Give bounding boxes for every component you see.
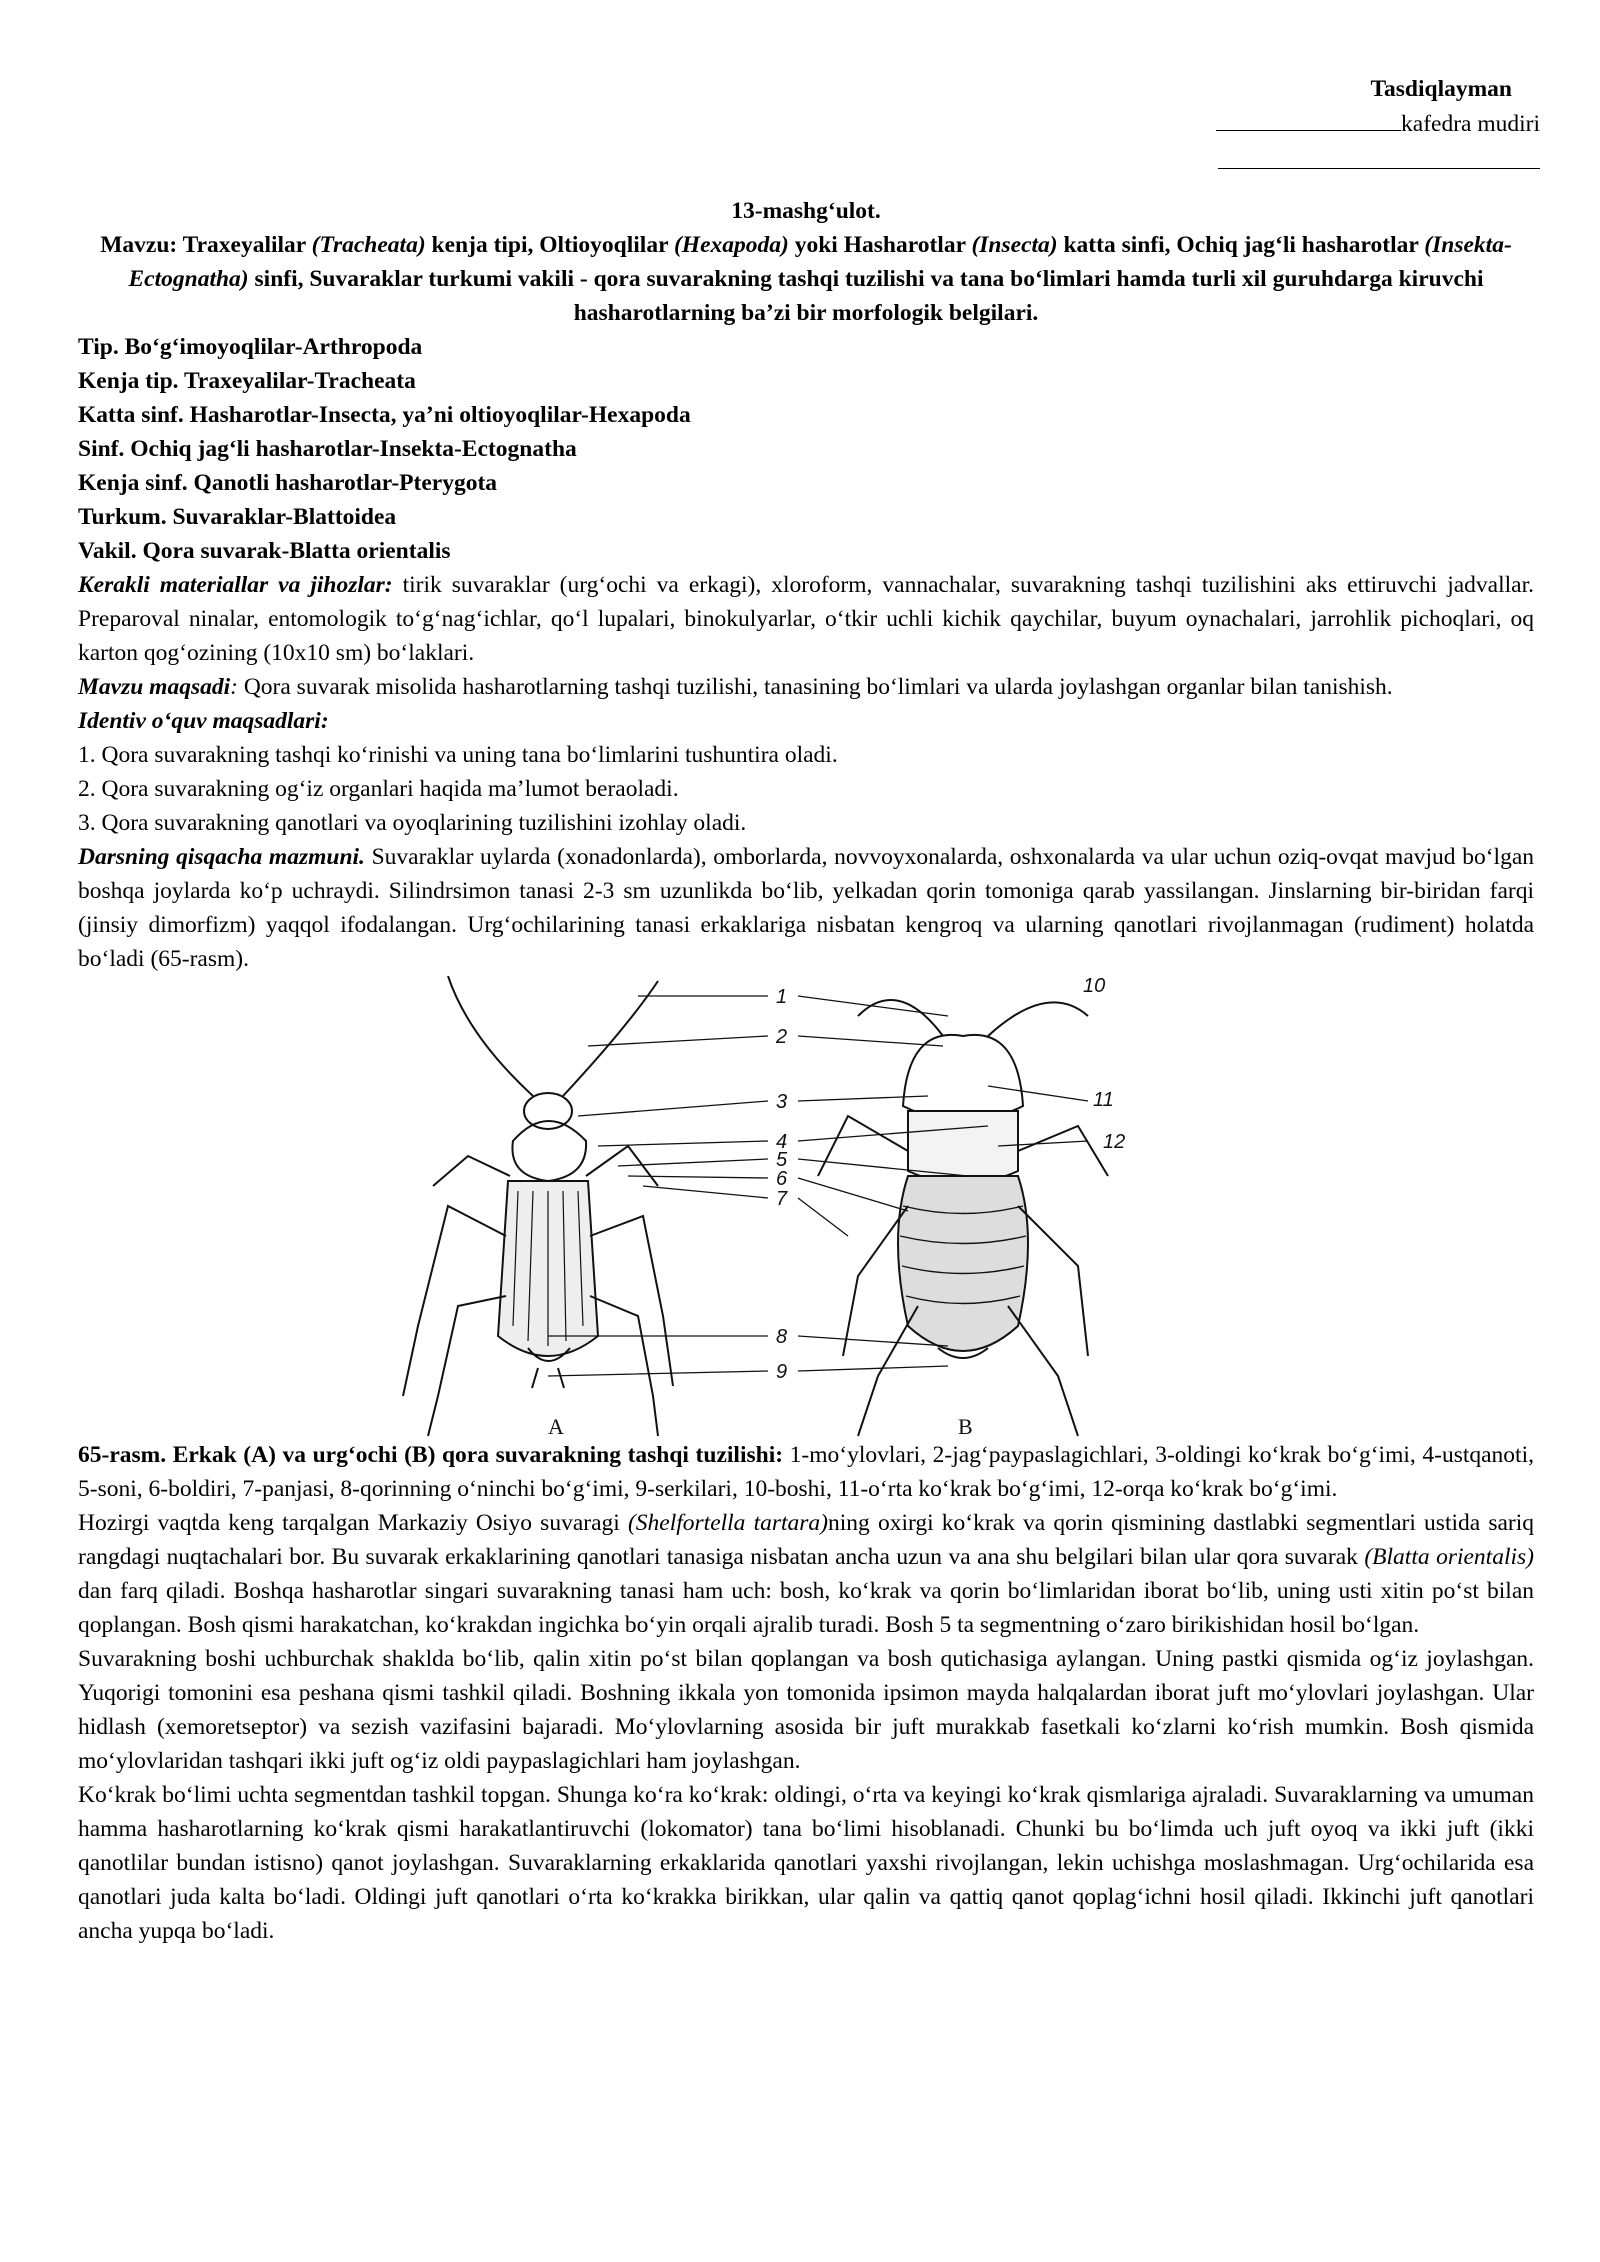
- paragraph-2: Suvarakning boshi uchburchak shaklda bo‘lib, qalin xitin po‘st bilan qoplangan va bosh qutichasiga aylangan. Uning pastki qismida og‘iz joylashgan. Yuqorigi tomonini esa peshana qismi tashkil qiladi. Boshning ikkala yon tomonida ipsimon mayda halqalardan iborat juft mo‘ylovlari joylashgan. Ular hidlash (xemoretseptor) va sezish vazifasini bajaradi. Mo‘ylovlarning asosida bir juft murakkab fasetkali ko‘zlarni ko‘rish mumkin. Bosh qismida mo‘ylovlaridan tashqari ikki juft og‘iz oldi paypaslagichlari ham joylashgan.: [78, 1646, 1534, 1774]
- taxonomy-item: Kenja tip. Traxeyalilar-Tracheata: [78, 368, 416, 394]
- objectives-label: Identiv o‘quv maqsadlari:: [78, 708, 329, 734]
- summary-label: Darsning qisqacha mazmuni.: [78, 844, 365, 870]
- callout-9: 9: [776, 1361, 788, 1383]
- callout-5: 5: [776, 1149, 788, 1171]
- callout-12: 12: [1103, 1131, 1126, 1153]
- para-text: dan farq qiladi. Boshqa hasharotlar singari suvarakning tanasi ham uch: bosh, ko‘krak va qorin bo‘limlaridan iborat bo‘lib, uning usti xitin po‘st bilan qoplangan. Bosh qismi harakatchan, ko‘krakdan ingichka bo‘yin orqali ajralib turadi. Bosh 5 ta segmentning o‘zaro birikishidan hosil bo‘lgan.: [78, 1578, 1534, 1638]
- caption-text: 1-mo‘ylovlari, 2-jag‘paypaslagichlari, 3-oldingi ko‘krak bo‘g‘imi, 4-ustqanoti, 5-soni, 6-boldiri, 7-panjasi, 8-qorinning o‘ninchi bo‘g‘imi, 9-serkilari, 10-boshi, 11-o‘rta ko‘krak bo‘g‘imi, 12-orqa ko‘krak bo‘g‘imi.: [78, 1442, 1534, 1502]
- materials-paragraph: [78, 568, 1534, 670]
- topic-latin: (Hexapoda): [673, 232, 789, 258]
- document-body: [78, 194, 1534, 1948]
- paragraph-1: [78, 1506, 1534, 1642]
- topic-latin: (Insekta-Ectognatha): [128, 232, 1512, 292]
- callout-10: 10: [1083, 976, 1106, 997]
- taxonomy-item: Turkum. Suvaraklar-Blattoidea: [78, 504, 397, 530]
- figure-label-b: B: [958, 1414, 973, 1438]
- topic-text: yoki Hasharotlar: [788, 232, 972, 258]
- objective-item: 3. Qora suvarakning qanotlari va oyoqlarining tuzilishini izohlay oladi.: [78, 810, 747, 836]
- lesson-number: 13-mashg‘ulot.: [731, 198, 881, 224]
- figure-label-a: A: [548, 1414, 564, 1438]
- callout-7: 7: [776, 1188, 788, 1210]
- materials-label: Kerakli materiallar va jihozlar:: [78, 572, 393, 598]
- female-cockroach: [818, 1000, 1108, 1436]
- taxonomy-item: Katta sinf. Hasharotlar-Insecta, ya’ni oltioyoqlilar-Hexapoda: [78, 402, 691, 428]
- summary-paragraph: [78, 840, 1534, 976]
- approval-block: [1160, 72, 1540, 169]
- approval-line: [1160, 106, 1540, 142]
- callout-1: 1: [776, 986, 788, 1008]
- topic-latin: (Insecta): [971, 232, 1058, 258]
- objective-item: 1. Qora suvarakning tashqi ko‘rinishi va uning tana bo‘limlarini tushuntira oladi.: [78, 742, 838, 768]
- signature-line-2: [1218, 142, 1540, 169]
- para-latin: (Blatta orientalis): [1364, 1544, 1534, 1570]
- para-text: ning oxirgi ko‘krak va qorin qismining dastlabki segmentlari ustida sariq rangdagi nuqtachalari bor. Bu suvarak erkaklarining qanotlari tanasiga nisbatan ancha uzun va ana shu belgilari bilan ular qora suvarak: [78, 1510, 1535, 1570]
- figure-caption: [78, 1438, 1534, 1506]
- goal-paragraph: [78, 670, 1534, 704]
- male-cockroach: [403, 976, 673, 1436]
- callout-2: 2: [776, 1026, 788, 1048]
- caption-title: 65-rasm. Erkak (A) va urg‘ochi (B) qora suvarakning tashqi tuzilishi:: [78, 1442, 784, 1468]
- materials-text: tirik suvaraklar (urg‘ochi va erkagi), xloroform, vannachalar, suvarakning tashqi tuzilishini aks ettiruvchi jadvallar. Preparoval ninalar, entomologik to‘g‘nag‘ichlar, qo‘l lupalari, binokulyarlar, o‘tkir uchli kichik qaychilar, buyum oynachalari, jarrohlik pichoqlari, oq karton qog‘ozining (10x10 sm) bo‘laklari.: [78, 572, 1534, 666]
- topic-latin: (Tracheata): [311, 232, 426, 258]
- approval-title: Tasdiqlayman: [1370, 76, 1512, 102]
- para-latin: (Shelfortella tartara): [627, 1510, 829, 1536]
- topic-text: Mavzu: Traxeyalilar: [100, 232, 312, 258]
- topic-text: katta sinfi, Ochiq jag‘li hasharotlar: [1057, 232, 1425, 258]
- taxonomy-item: Kenja sinf. Qanotli hasharotlar-Pterygota: [78, 470, 498, 496]
- summary-text: Suvaraklar uylarda (xonadonlarda), omborlarda, novvoyxonalarda, oshxonalarda va ular uchun oziq-ovqat mavjud bo‘lgan boshqa joylarda ko‘p uchraydi. Silindrsimon tanasi 2-3 sm uzunlikda bo‘lib, yelkadan qorin tomoniga qarab yassilangan. Jinslarning bir-biridan farqi (jinsiy dimorfizm) yaqqol ifodalangan. Urg‘ochilarining tanasi erkaklariga nisbatan kengroq va ularning qanotlari rivojlanmagan (rudiment) holatda bo‘ladi (65-rasm).: [78, 844, 1534, 972]
- callout-4: 4: [776, 1131, 788, 1153]
- goal-label: Mavzu maqsadi: [78, 674, 231, 700]
- lesson-topic: [78, 228, 1534, 330]
- callout-8: 8: [776, 1326, 788, 1348]
- callout-11: 11: [1093, 1089, 1114, 1111]
- signature-line: [1216, 108, 1401, 131]
- goal-colon: :: [230, 674, 238, 700]
- goal-text: Qora suvarak misolida hasharotlarning tashqi tuzilishi, tanasining bo‘limlari va ularda joylashgan organlar bilan tanishish.: [237, 674, 1393, 700]
- callout-3: 3: [776, 1091, 788, 1113]
- taxonomy-item: Tip. Bo‘g‘imoyoqlilar-Arthropoda: [78, 334, 423, 360]
- cockroach-figure: [78, 976, 1534, 1438]
- approval-role: kafedra mudiri: [1401, 111, 1540, 137]
- taxonomy-item: Vakil. Qora suvarak-Blatta orientalis: [78, 538, 451, 564]
- para-text: Hozirgi vaqtda keng tarqalgan Markaziy Osiyo suvaragi: [78, 1510, 628, 1536]
- callout-6: 6: [776, 1168, 788, 1190]
- cockroach-illustration: [388, 976, 1208, 1438]
- topic-text: kenja tipi, Oltioyoqlilar: [425, 232, 674, 258]
- taxonomy-item: Sinf. Ochiq jag‘li hasharotlar-Insekta-Ectognatha: [78, 436, 577, 462]
- taxonomy-list: [78, 330, 1534, 568]
- topic-text: sinfi, Suvaraklar turkumi vakili - qora suvarakning tashqi tuzilishi va tana bo‘limlari hamda turli xil guruhdarga kiruvchi hasharotlarning ba’zi bir morfologik belgilari.: [248, 266, 1484, 326]
- paragraph-3: Ko‘krak bo‘limi uchta segmentdan tashkil topgan. Shunga ko‘ra ko‘krak: oldingi, o‘rta va keyingi ko‘krak qismlariga ajraladi. Suvaraklarning va umuman hamma hasharotlarning ko‘krak qismi harakatlantiruvchi (lokomator) tana bo‘limi hisoblanadi. Chunki bu bo‘limda uch juft oyoq va ikki juft (ikki qanotlilar bundan istisno) qanot joylashgan. Suvaraklarning erkaklarida qanotlari yaxshi rivojlangan, lekin uchishga moslashmagan. Urg‘ochilarida esa qanotlari juda kalta bo‘ladi. Oldingi juft qanotlari o‘rta ko‘krakka birikkan, ular qalin va qattiq qanot qoplag‘ichni hosil qiladi. Ikkinchi juft qanotlari ancha yupqa bo‘ladi.: [78, 1782, 1534, 1944]
- objective-item: 2. Qora suvarakning og‘iz organlari haqida ma’lumot beraoladi.: [78, 776, 679, 802]
